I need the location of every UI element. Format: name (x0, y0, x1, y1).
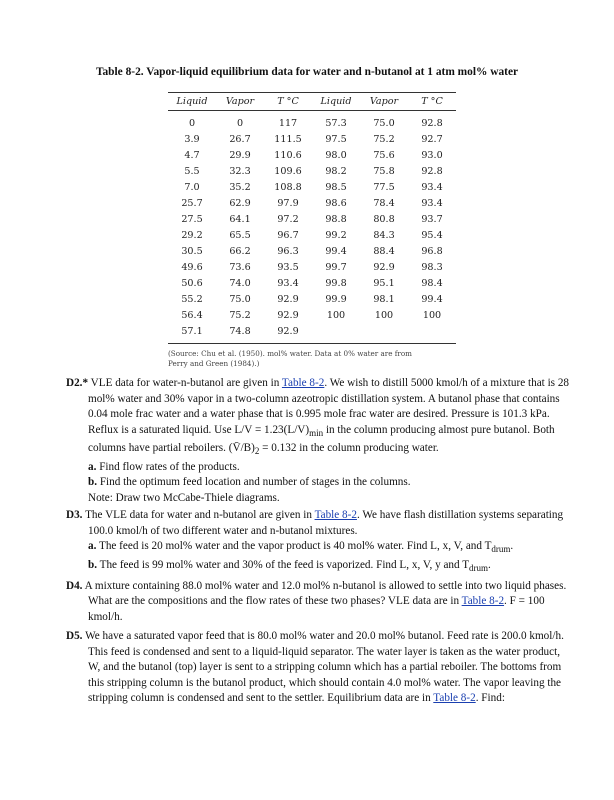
table-source-note: (Source: Chu et al. (1950). mol% water. Data at 0% water are from Perry and Green (1984).) (168, 349, 412, 368)
table-cell: 99.9 (325, 294, 347, 305)
table-cell: 92.7 (421, 134, 443, 145)
table-cell: 92.9 (373, 262, 395, 273)
table-row (168, 260, 456, 276)
table-cell: 92.8 (421, 166, 443, 177)
subpart-text: . (510, 540, 514, 553)
table-cell: 98.3 (421, 262, 443, 273)
table-cell: 93.7 (421, 214, 443, 225)
table-cell: 98.2 (325, 166, 347, 177)
table-cell: 35.2 (229, 182, 251, 193)
table-cell: 97.5 (325, 134, 347, 145)
table-cell: 7.0 (184, 182, 200, 193)
table-cell: 75.0 (229, 294, 251, 305)
table-cell: 92.9 (277, 294, 299, 305)
problem-text: The VLE data for water and n-butanol are given in (82, 509, 315, 522)
table-cell: 32.3 (229, 166, 251, 177)
table-cell: 73.6 (229, 262, 251, 273)
table-cell (312, 324, 360, 340)
table-cell: 98.1 (373, 294, 395, 305)
subpart-a (88, 539, 572, 558)
table-cell: 93.4 (421, 198, 443, 209)
table-row (168, 164, 456, 180)
table-cell (408, 324, 456, 340)
table-header-rule (168, 110, 456, 111)
table-cell: 57.3 (325, 118, 347, 129)
table-cell: 93.4 (421, 182, 443, 193)
table-cell: 97.9 (277, 198, 299, 209)
table-row (168, 324, 456, 340)
table-cell: 99.8 (325, 278, 347, 289)
table-cell: 75.8 (373, 166, 395, 177)
table-row (168, 116, 456, 132)
table-cell: 98.8 (325, 214, 347, 225)
table-row (168, 276, 456, 292)
table-cell: 108.8 (274, 182, 302, 193)
column-header: Vapor (225, 96, 255, 107)
table-cell: 75.2 (373, 134, 395, 145)
table-cell: 97.2 (277, 214, 299, 225)
problem-text: = 0.132 in the column producing water. (259, 442, 439, 455)
table-link[interactable]: Table 8-2 (461, 595, 505, 608)
problem-number: D4. (66, 579, 83, 592)
subscript: drum (491, 544, 511, 555)
table-cell: 62.9 (229, 198, 251, 209)
table-cell: 95.4 (421, 230, 443, 241)
subpart-label: a. (88, 460, 97, 473)
problem-number: D2.* (66, 377, 89, 389)
table-cell: 26.7 (229, 134, 251, 145)
subpart-text: The feed is 20 mol% water and the vapor product is 40 mol% water. Find L, x, V, and T (96, 540, 492, 553)
subscript: 2 (254, 446, 260, 457)
problem-text: . We have flash distillation systems separating 100.0 kmol/h of two different water and n-butanol mixtures. (88, 509, 564, 537)
table-cell: 98.6 (325, 198, 347, 209)
problem-text: A mixture containing 88.0 mol% water and 12.0 mol% n-butanol is allowed to settle into two liquid phases. What are the compositions and the flow rates of these two phases? VLE data are in (82, 579, 567, 608)
table-cell: 80.8 (373, 214, 395, 225)
problem-text: . We wish to distill 5000 kmol/h of a mixture that is 28 mol% water and 30% vapor in a two-column azeotropic distillation system. A butanol phase that contains 0.04 mole frac water and a water phase that is 0.995 mole frac water are desired. Pressure is 101.3 kPa. Reflux is a saturated liquid. Use L/V = 1.23(L/V) (88, 377, 570, 436)
table-cell: 75.2 (229, 310, 251, 321)
table-cell: 92.9 (277, 310, 299, 321)
table-cell: 3.9 (184, 134, 200, 145)
table-cell: 0 (188, 118, 196, 129)
table-row (168, 292, 456, 308)
table-row (168, 308, 456, 324)
table-link[interactable]: Table 8-2 (281, 377, 325, 389)
subpart-text: Find the optimum feed location and number of stages in the columns. (97, 476, 411, 489)
table-cell: 100 (422, 310, 442, 321)
table-cell: 93.5 (277, 262, 299, 273)
table-cell: 74.0 (229, 278, 251, 289)
problem-text: . F = 100 kmol/h. (88, 595, 545, 623)
column-header: Vapor (369, 96, 399, 107)
table-cell: 66.2 (229, 246, 251, 257)
table-cell: 29.2 (181, 230, 203, 241)
subscript: min (309, 427, 324, 438)
problem-text: . Find: (475, 692, 505, 705)
table-cell: 96.3 (277, 246, 299, 257)
vle-data-table (168, 92, 456, 368)
subscript: drum (469, 563, 489, 574)
table-cell: 77.5 (373, 182, 395, 193)
table-cell: 99.7 (325, 262, 347, 273)
table-row (168, 180, 456, 196)
subpart-text: The feed is 99 mol% water and 30% of the feed is vaporized. Find L, x, V, y and T (97, 559, 470, 572)
table-cell: 0 (236, 118, 244, 129)
table-cell: 93.4 (277, 278, 299, 289)
problem-number: D5. (66, 630, 83, 643)
table-cell: 117 (278, 118, 298, 129)
problem-text: /B) (240, 442, 255, 455)
subpart-label: b. (88, 476, 98, 489)
table-header-row (168, 93, 456, 110)
table-row (168, 132, 456, 148)
table-row (168, 244, 456, 260)
table-cell: 98.4 (421, 278, 443, 289)
table-cell: 99.4 (325, 246, 347, 257)
table-cell: 93.0 (421, 150, 443, 161)
table-row (168, 148, 456, 164)
table-cell: 98.0 (325, 150, 347, 161)
table-cell: 99.4 (421, 294, 443, 305)
subpart-text: Find flow rates of the products. (96, 460, 240, 473)
problem-number: D3. (66, 509, 83, 522)
table-cell: 96.8 (421, 246, 443, 257)
table-cell: 110.6 (274, 150, 302, 161)
subpart-label: b. (88, 559, 98, 572)
table-cell (360, 324, 408, 340)
vbar-symbol: V̄ (232, 442, 241, 455)
subpart-b (88, 558, 572, 577)
note: Note: Draw two McCabe-Thiele diagrams. (88, 491, 280, 504)
table-cell: 27.5 (181, 214, 203, 225)
table-body (168, 116, 456, 340)
table-cell: 55.2 (181, 294, 203, 305)
column-header: Liquid (176, 96, 208, 107)
table-cell: 25.7 (181, 198, 203, 209)
table-bottom-rule (168, 343, 456, 344)
table-link[interactable]: Table 8-2 (314, 509, 357, 522)
table-cell: 49.6 (181, 262, 203, 273)
column-header: T °C (421, 96, 443, 107)
page-title: Table 8-2. Vapor-liquid equilibrium data for water and n-butanol at 1 atm mol% water (95, 66, 519, 78)
table-row (168, 212, 456, 228)
table-cell: 88.4 (373, 246, 395, 257)
problem-d3 (66, 508, 572, 576)
table-cell: 64.1 (229, 214, 251, 225)
table-cell: 30.5 (181, 246, 203, 257)
table-row (168, 196, 456, 212)
table-cell: 99.2 (325, 230, 347, 241)
table-cell: 56.4 (181, 310, 203, 321)
table-row (168, 228, 456, 244)
table-cell: 100 (374, 310, 394, 321)
table-cell: 92.8 (421, 118, 443, 129)
table-cell: 92.9 (277, 326, 299, 337)
table-link[interactable]: Table 8-2 (433, 692, 476, 705)
table-cell: 78.4 (373, 198, 395, 209)
table-cell: 84.3 (373, 230, 395, 241)
table-cell: 100 (326, 310, 346, 321)
subpart-label: a. (88, 540, 97, 553)
problem-d5 (66, 629, 572, 707)
problem-text: in the column producing almost pure butanol. Both columns have partial reboilers. ( (88, 423, 555, 455)
table-cell: 95.1 (373, 278, 395, 289)
subpart-b (88, 475, 572, 491)
column-header: Liquid (320, 96, 352, 107)
table-cell: 109.6 (274, 166, 302, 177)
table-cell: 75.0 (373, 118, 395, 129)
problem-list (66, 376, 572, 707)
problem-text: We have a saturated vapor feed that is 80.0 mol% water and 20.0 mol% butanol. Feed rate is 200.0 kmol/h. This feed is condensed and sent to a liquid-liquid separator. The water layer is taken as the water product, W, and the butanol (top) layer is sent to a stripping column which has a partial reboiler. The bottoms from this stripping column is the butanol product, which should contain 4.0 mol% water. The vapor leaving the stripping column is condensed and sent to the settler. Equilibrium data are in (82, 630, 564, 705)
column-header: T °C (277, 96, 299, 107)
table-cell: 4.7 (184, 150, 200, 161)
table-cell: 57.1 (181, 326, 203, 337)
table-cell: 65.5 (229, 230, 251, 241)
problem-d4 (66, 579, 572, 626)
table-cell: 50.6 (181, 278, 203, 289)
table-cell: 98.5 (325, 182, 347, 193)
table-cell: 5.5 (184, 166, 200, 177)
table-cell: 29.9 (229, 150, 251, 161)
subpart-a (88, 460, 572, 476)
problem-d2 (66, 376, 572, 506)
table-cell: 74.8 (229, 326, 251, 337)
table-cell: 96.7 (277, 230, 299, 241)
table-cell: 111.5 (274, 134, 302, 145)
subpart-text: . (488, 559, 491, 572)
table-cell: 75.6 (373, 150, 395, 161)
problem-text: VLE data for water-n-butanol are given in (88, 377, 282, 389)
